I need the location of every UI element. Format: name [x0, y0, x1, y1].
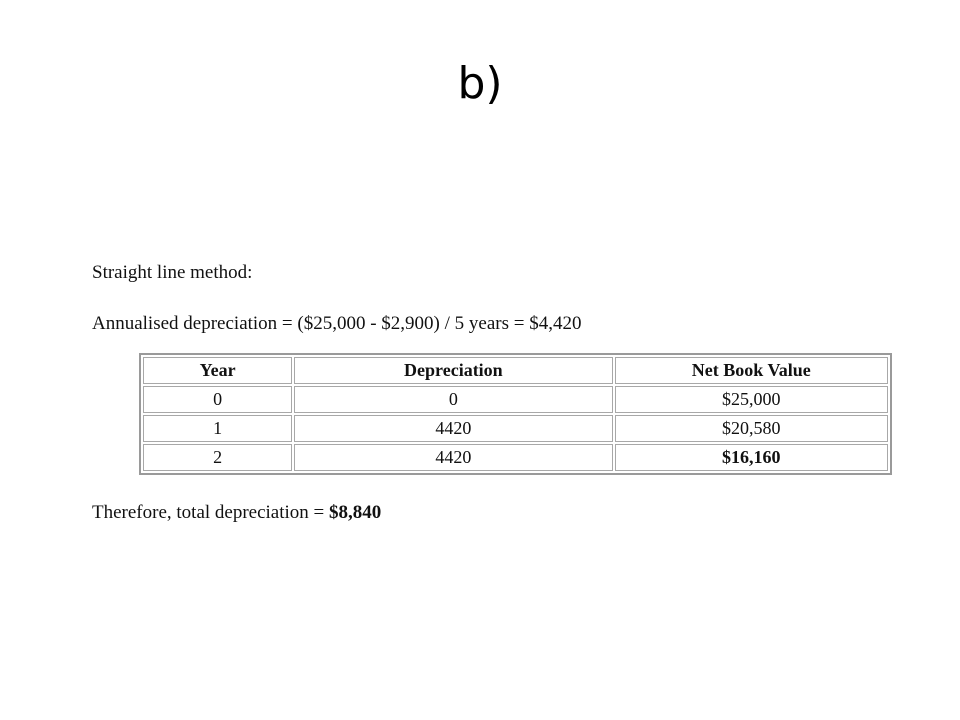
cell-net-book-value: $25,000	[615, 386, 888, 413]
cell-net-book-value: $20,580	[615, 415, 888, 442]
table-row	[143, 444, 888, 471]
table-row	[143, 386, 888, 413]
total-value: $8,840	[329, 501, 382, 523]
table-row	[143, 415, 888, 442]
document-content	[92, 262, 892, 524]
cell-year: 2	[143, 444, 292, 471]
header-year: Year	[143, 357, 292, 384]
cell-year: 0	[143, 386, 292, 413]
method-label: Straight line method:	[92, 262, 253, 283]
depreciation-formula: Annualised depreciation = ($25,000 - $2,900) / 5 years = $4,420	[92, 312, 582, 334]
cell-net-book-value: $16,160	[615, 444, 888, 471]
cell-year: 1	[143, 415, 292, 442]
cell-depreciation: 4420	[294, 444, 612, 471]
header-net-book-value: Net Book Value	[615, 357, 888, 384]
slide-title: b)	[457, 58, 503, 109]
cell-depreciation: 4420	[294, 415, 612, 442]
total-label: Therefore, total depreciation =	[92, 501, 330, 523]
depreciation-table	[139, 353, 892, 475]
header-depreciation: Depreciation	[294, 357, 612, 384]
cell-depreciation: 0	[294, 386, 612, 413]
total-depreciation	[92, 502, 892, 525]
table-header-row	[143, 357, 888, 384]
